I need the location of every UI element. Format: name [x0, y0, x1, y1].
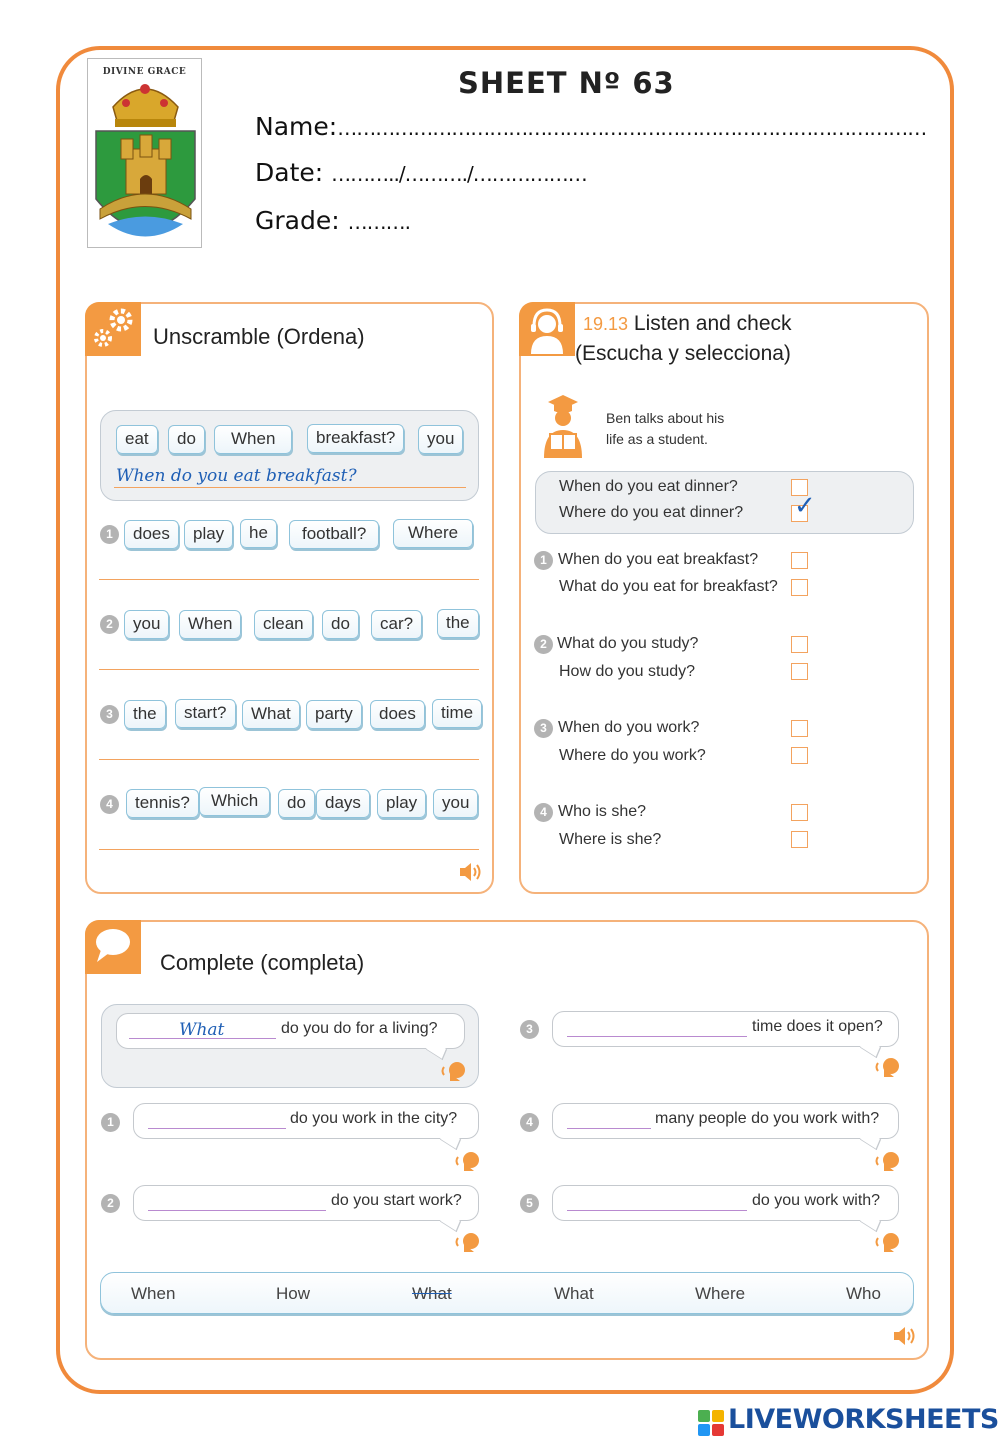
word-tile[interactable]: clean	[254, 610, 313, 639]
example-bubble	[116, 1013, 465, 1049]
speaking-head-icon	[438, 1059, 468, 1083]
school-crest	[87, 58, 202, 248]
gears-icon	[85, 302, 141, 356]
grade-label: Grade:	[255, 206, 340, 235]
word-tile[interactable]: do	[278, 789, 315, 818]
name-label: Name:	[255, 112, 338, 141]
item-number: 3	[100, 705, 119, 724]
audio-speaker-icon[interactable]	[891, 1324, 921, 1348]
word-bank-item: Where	[695, 1284, 746, 1303]
word-bank-item: How	[276, 1284, 311, 1303]
word-bank-item: What	[554, 1284, 594, 1303]
answer-blank[interactable]	[148, 1210, 326, 1211]
crest-text: DIVINE GRACE	[102, 67, 187, 77]
date-label: Date:	[255, 158, 324, 187]
option-checkbox[interactable]	[791, 552, 808, 569]
option-checkbox[interactable]	[791, 636, 808, 653]
answer-blank[interactable]	[148, 1128, 286, 1129]
example-tile: do	[168, 425, 205, 454]
answer-blank[interactable]	[567, 1210, 747, 1211]
sentence-text: do you work with?	[752, 1192, 881, 1209]
example-tile: you	[418, 425, 463, 454]
word-tile[interactable]: does	[370, 700, 425, 729]
sentence-text: time does it open?	[752, 1018, 883, 1035]
date-field[interactable]: ………../………./………………	[331, 162, 587, 186]
word-tile[interactable]: play	[377, 789, 426, 818]
listen-title-line2: (Escucha y selecciona)	[575, 342, 791, 365]
item-number: 5	[520, 1194, 539, 1213]
sentence-text: do you start work?	[331, 1192, 462, 1209]
word-bank	[100, 1272, 914, 1314]
grade-field[interactable]: ……….	[347, 210, 410, 234]
grade-row	[255, 206, 410, 235]
word-tile[interactable]: football?	[289, 520, 379, 549]
word-tile[interactable]: tennis?	[126, 789, 199, 818]
sentence-bubble	[552, 1103, 899, 1139]
sentence-text: many people do you work with?	[655, 1110, 880, 1127]
item-number: 3	[534, 719, 553, 738]
answer-line-2[interactable]	[99, 669, 479, 670]
word-tile[interactable]: you	[124, 610, 169, 639]
liveworksheets-brand: LIVEWORKSHEETS	[728, 1404, 999, 1435]
listen-title-line1: Listen and check	[633, 312, 792, 335]
item-number: 1	[100, 525, 119, 544]
answer-line-3[interactable]	[99, 759, 479, 760]
word-bank-item: Who	[846, 1284, 881, 1303]
word-tile[interactable]: does	[124, 520, 179, 549]
word-bank-item: When	[131, 1284, 176, 1303]
speaking-head-icon	[452, 1230, 482, 1254]
example-tile: When	[214, 425, 292, 454]
question-option: Where do you work?	[559, 747, 706, 764]
listen-intro-line2: life as a student.	[606, 431, 708, 447]
item-number: 4	[520, 1113, 539, 1132]
word-tile[interactable]: start?	[175, 699, 236, 728]
speaking-head-icon	[452, 1149, 482, 1173]
item-number: 1	[101, 1113, 120, 1132]
word-tile[interactable]: party	[306, 700, 362, 729]
question-option: How do you study?	[559, 663, 696, 680]
example-answer-line	[114, 487, 466, 488]
word-tile[interactable]: car?	[371, 610, 422, 639]
word-tile[interactable]: days	[316, 789, 370, 818]
example-answer: When do you eat breakfast?	[116, 466, 357, 486]
example-text: do you do for a living?	[281, 1020, 438, 1037]
listen-intro-line1: Ben talks about his	[606, 410, 725, 426]
answer-blank[interactable]	[567, 1036, 747, 1037]
crest-shield-icon	[88, 59, 202, 248]
word-tile[interactable]: do	[322, 610, 359, 639]
answer-line-1[interactable]	[99, 579, 479, 580]
example-question-b: Where do you eat dinner?	[559, 504, 744, 521]
headset-person-icon	[519, 302, 575, 356]
track-number: 19.13	[583, 314, 629, 334]
word-tile[interactable]: What	[242, 700, 300, 729]
question-option: When do you eat breakfast?	[558, 551, 759, 568]
sentence-bubble	[133, 1185, 479, 1221]
word-tile[interactable]: you	[433, 789, 478, 818]
example-question-a: When do you eat dinner?	[559, 478, 738, 495]
speaking-head-icon	[872, 1149, 902, 1173]
example-tile: breakfast?	[307, 424, 404, 453]
answer-blank[interactable]	[567, 1128, 651, 1129]
option-checkbox[interactable]	[791, 720, 808, 737]
word-tile[interactable]: time	[432, 699, 482, 728]
word-bank-item-used: What	[412, 1284, 452, 1303]
listen-title	[583, 312, 792, 336]
item-number: 2	[101, 1194, 120, 1213]
speech-bubble-icon	[85, 920, 141, 974]
speaking-head-icon	[872, 1055, 902, 1079]
unscramble-title: Unscramble (Ordena)	[153, 324, 365, 349]
sentence-text: do you work in the city?	[290, 1110, 458, 1127]
example-answer: What	[179, 1020, 225, 1040]
example-tile: eat	[116, 425, 158, 454]
word-tile[interactable]: Which	[199, 787, 270, 816]
sentence-bubble	[552, 1011, 899, 1047]
checkmark-icon: ✓	[794, 491, 816, 521]
question-option: When do you work?	[558, 719, 700, 736]
audio-speaker-icon[interactable]	[457, 860, 487, 884]
complete-title: Complete (completa)	[160, 950, 365, 975]
word-tile[interactable]: Where	[393, 519, 473, 548]
word-tile[interactable]: the	[124, 700, 166, 729]
date-row	[255, 158, 587, 187]
item-number: 3	[520, 1020, 539, 1039]
sheet-title: SHEET Nº 63	[458, 66, 675, 100]
question-option: Who is she?	[558, 803, 647, 820]
word-tile[interactable]: he	[240, 519, 277, 548]
option-checkbox[interactable]	[791, 747, 808, 764]
option-checkbox[interactable]	[791, 831, 808, 848]
word-tile[interactable]: the	[437, 609, 479, 638]
item-number: 4	[100, 795, 119, 814]
word-tile[interactable]: play	[184, 520, 233, 549]
item-number: 1	[534, 551, 553, 570]
sentence-bubble	[552, 1185, 899, 1221]
option-checkbox[interactable]	[791, 804, 808, 821]
name-field[interactable]: …………………………………………………………………………………	[337, 116, 927, 140]
student-reading-icon	[536, 392, 590, 460]
question-option: Where is she?	[559, 831, 662, 848]
sentence-bubble	[133, 1103, 479, 1139]
item-number: 2	[100, 615, 119, 634]
item-number: 2	[534, 635, 553, 654]
word-tile[interactable]: When	[179, 610, 241, 639]
name-row	[255, 112, 926, 141]
liveworksheets-logo-icon	[698, 1408, 724, 1438]
option-checkbox[interactable]	[791, 663, 808, 680]
speaking-head-icon	[872, 1230, 902, 1254]
question-option: What do you study?	[557, 635, 699, 652]
answer-line-4[interactable]	[99, 849, 479, 850]
question-option: What do you eat for breakfast?	[559, 578, 778, 595]
option-checkbox[interactable]	[791, 579, 808, 596]
item-number: 4	[534, 803, 553, 822]
